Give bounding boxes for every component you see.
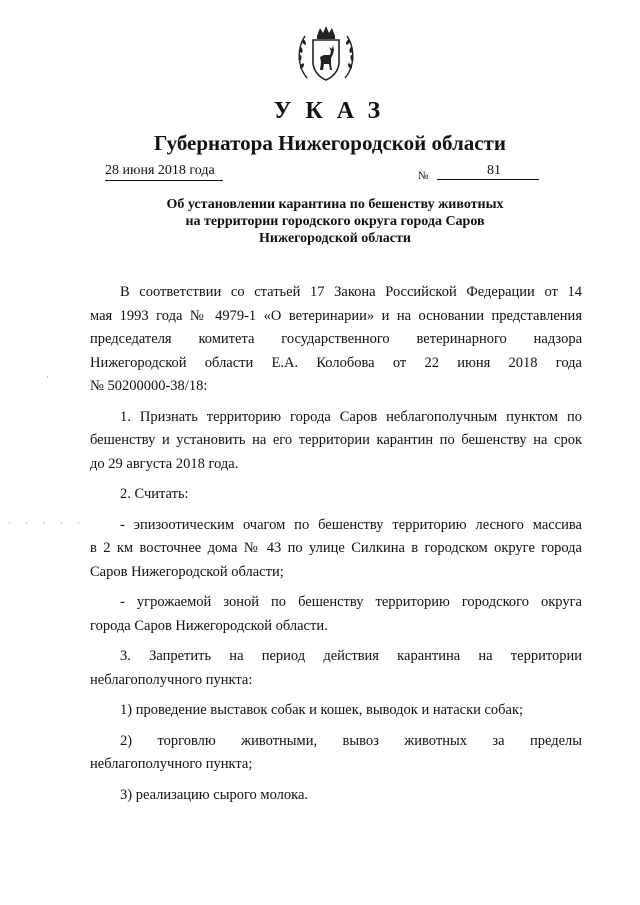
subject-line: на территории городского округа города Саров [185,214,485,229]
item-2a-line: в 2 км восточнее дома № 43 по улице Силкина в городском округе города [90,540,582,556]
item-1-line: до 29 августа 2018 года. [90,455,239,472]
coat-of-arms-icon [293,22,359,88]
document-title: УКАЗ [273,98,395,124]
document-subtitle: Губернатора Нижегородской области [154,131,506,155]
scan-speck: · · · · · [8,518,86,528]
scan-speck: · [46,372,49,382]
preamble-line: мая 1993 года № 4979-1 «О ветеринарии» и на основании представления [90,307,582,324]
preamble-line: № 50200000-38/18: [90,378,208,394]
decree-body [90,281,582,807]
item-3-line: неблагополучного пункта: [90,671,253,688]
document-number [437,163,539,180]
item-3-3-line: 3) реализацию сырого молока. [120,786,309,803]
number-sign: № [418,170,429,182]
item-3-2-line: 2) торговлю животными, вывоз животных за пределы [120,732,582,749]
item-1-line: 1. Признать территорию города Саров неблагополучным пунктом по [120,408,582,425]
item-3-line: 3. Запретить на период действия карантина на территории [120,648,582,664]
preamble-line: Нижегородской области Е.А. Колобова от 22 июня 2018 года [90,354,582,371]
decree-subject [130,196,540,247]
item-3-1-line: 1) проведение выставок собак и кошек, выводок и натаски собак; [120,702,524,718]
document-number-value: 81 [487,163,501,178]
item-2-line: 2. Считать: [120,486,189,502]
item-2b-line: города Саров Нижегородской области. [90,617,328,634]
preamble-line: председателя комитета государственного ветеринарного надзора [90,331,582,347]
document-date: 28 июня 2018 года [105,163,223,181]
preamble-line: В соответствии со статьей 17 Закона Российской Федерации от 14 [120,284,582,300]
subject-line: Нижегородской области [259,231,411,246]
item-1-line: бешенству и установить на его территории карантин по бешенству на срок [90,432,582,448]
item-3-2-line: неблагополучного пункта; [90,756,253,772]
item-2a-line: Саров Нижегородской области; [90,563,284,580]
item-2a-line: - эпизоотическим очагом по бешенству территорию лесного массива [120,516,582,533]
item-2b-line: - угрожаемой зоной по бешенству территорию городского округа [120,594,582,610]
subject-line: Об установлении карантина по бешенству животных [166,197,504,212]
